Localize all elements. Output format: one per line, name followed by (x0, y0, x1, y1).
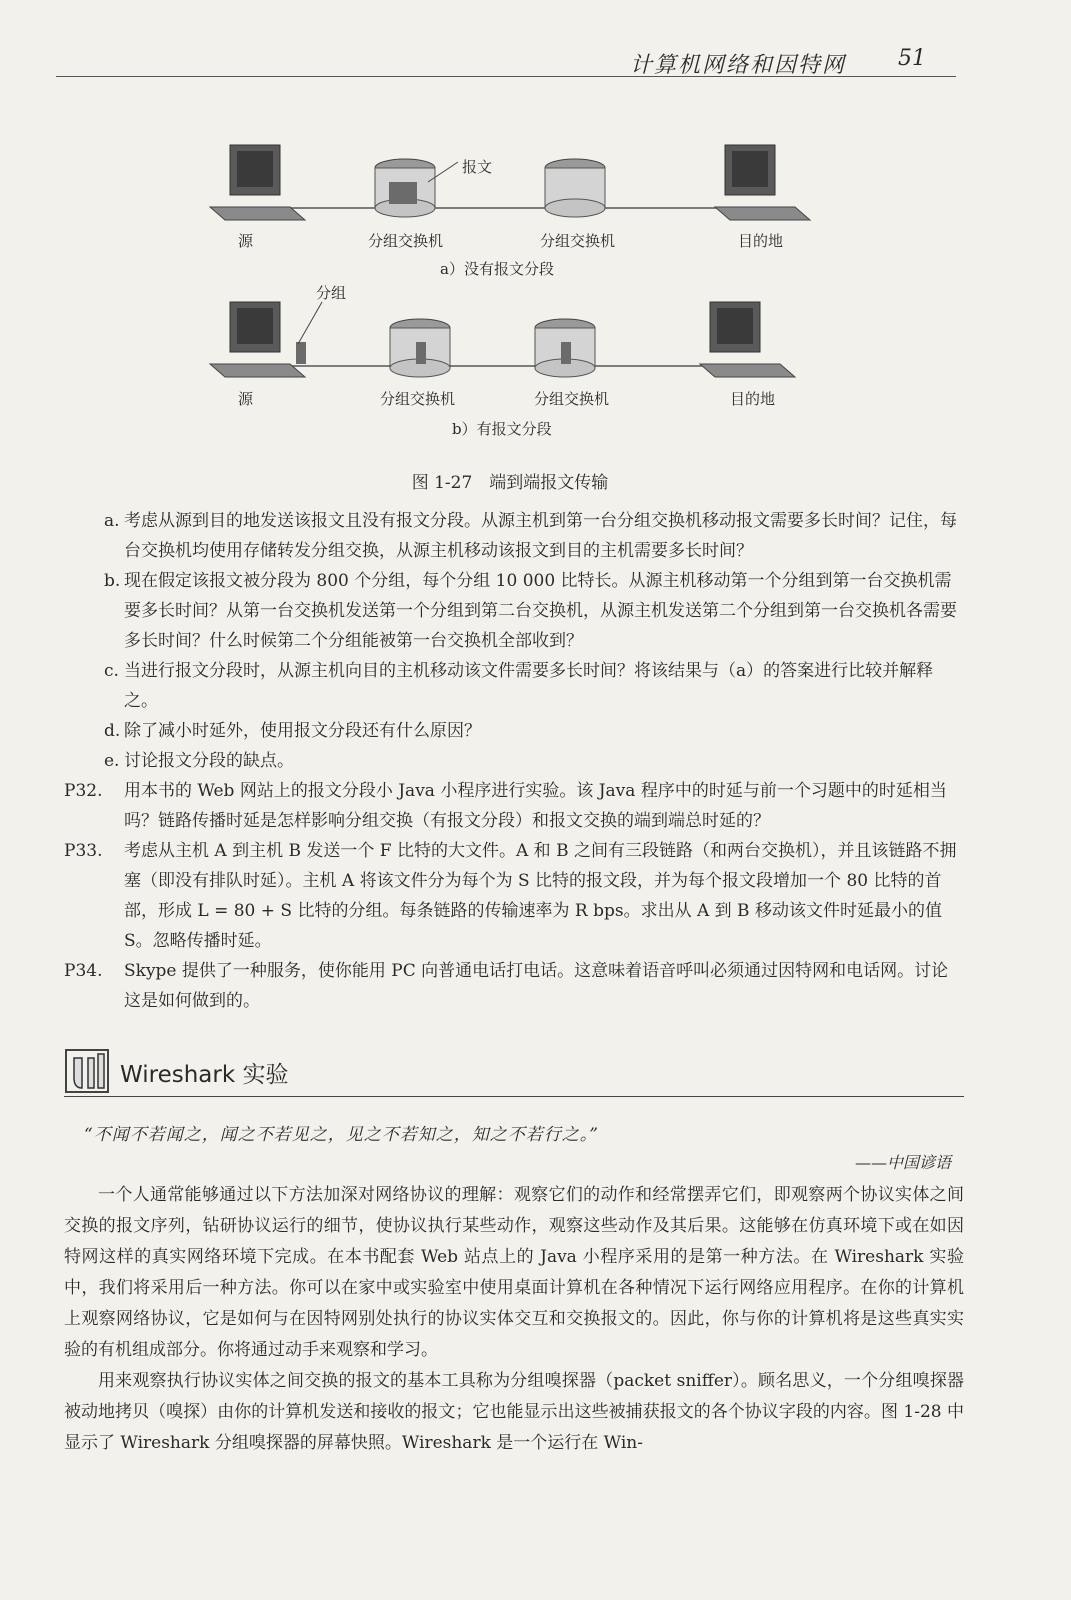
lab-body (64, 1180, 964, 1459)
figure-drawing (200, 130, 820, 460)
packet-switch-icon (375, 159, 435, 217)
problem-item (64, 956, 964, 1016)
list-item (84, 746, 964, 776)
packet-switch-icon (535, 319, 595, 377)
packet-switch-icon (390, 319, 450, 377)
epigraph-attribution: ——中国谚语 (854, 1153, 951, 1172)
item-marker: e. (104, 751, 120, 771)
problem-marker: P34. (64, 961, 103, 981)
lab-section-header (64, 1044, 964, 1097)
source-label: 源 (238, 390, 254, 408)
paragraph: 一个人通常能够通过以下方法加深对网络协议的理解：观察它们的动作和经常摆弄它们，即观察两个协议实体之间交换的报文序列，钻研协议运行的细节，使协议执行某些动作，观察这些动作及其后果。这能够在仿真环境下或在如因特网这样的真实网络环境下完成。在本书配套 Web 站点上的 Java 小程序采用的是第一种方法。在 Wireshark 实验中，我们将采用后一种方法。你可以在家中或实验室中使用桌面计算机在各种情况下运行网络应用程序。在你的计算机上观察网络协议，它是如何与在因特网别处执行的协议实体交互和交换报文的。因此，你与你的计算机将是这些真实实验的有机组成部分。你将通过动手来观察和学习。 (64, 1185, 964, 1360)
item-text: 当进行报文分段时，从源主机向目的主机移动该文件需要多长时间？将该结果与（a）的答案进行比较并解释之。 (124, 661, 934, 711)
list-item (84, 656, 964, 716)
page-header (56, 40, 956, 77)
lab-title: Wireshark 实验 (120, 1062, 289, 1088)
item-marker: d. (104, 721, 121, 741)
destination-label: 目的地 (738, 232, 784, 250)
source-computer-icon (210, 302, 306, 377)
problem-marker: P33. (64, 841, 103, 861)
packet-block (296, 342, 306, 364)
packet-label: 分组 (316, 284, 347, 302)
problem-text: Skype 提供了一种服务，使你能用 PC 向普通电话打电话。这意味着语音呼叫必须通过因特网和电话网。讨论这是如何做到的。 (124, 961, 949, 1011)
list-item (84, 716, 964, 746)
epigraph: “不闻不若闻之，闻之不若见之，见之不若知之，知之不若行之。” (84, 1125, 599, 1145)
lab-flask-icon (64, 1048, 110, 1094)
message-block (389, 182, 417, 204)
destination-computer-icon (700, 302, 795, 377)
item-marker: b. (104, 571, 121, 591)
message-label: 报文 (462, 158, 493, 176)
figure-caption: 图 1-27 端到端报文传输 (411, 473, 609, 493)
subcaption-a: a）没有报文分段 (440, 260, 554, 278)
item-text: 除了减小时延外，使用报文分段还有什么原因？ (124, 721, 481, 741)
source-label: 源 (238, 232, 254, 250)
switch2-label: 分组交换机 (534, 390, 610, 408)
item-text: 考虑从源到目的地发送该报文且没有报文分段。从源主机到第一台分组交换机移动报文需要多长时间？记住，每台交换机均使用存储转发分组交换，从源主机移动该报文到目的主机需要多长时间？ (124, 511, 957, 561)
running-title: 计算机网络和因特网 (629, 53, 846, 78)
paragraph: 用来观察执行协议实体之间交换的报文的基本工具称为分组嗅探器（packet sniffer）。顾名思义，一个分组嗅探器被动地拷贝（嗅探）由你的计算机发送和接收的报文；它也能显示出这些被捕获报文的各个协议字段的内容。图 1-28 中显示了 Wireshark 分组嗅探器的屏幕快照。Wireshark 是一个运行在 Win- (64, 1371, 964, 1453)
item-text: 讨论报文分段的缺点。 (124, 751, 294, 771)
destination-computer-icon (715, 145, 810, 220)
problem-marker: P32. (64, 781, 103, 801)
subcaption-b: b）有报文分段 (452, 420, 552, 438)
source-computer-icon (210, 145, 305, 220)
list-item (84, 566, 964, 656)
problem-text: 考虑从主机 A 到主机 B 发送一个 F 比特的大文件。A 和 B 之间有三段链路（和两台交换机），并且该链路不拥塞（即没有排队时延）。主机 A 将该文件分为每个为 S 比特的报文段，并为每个报文段增加一个 80 比特的首部，形成 L = 80 + S 比特的分组。每条链路的传输速率为 R bps。求出从 A 到 B 移动该文件时延最小的值 S。忽略传播时延。 (124, 841, 957, 951)
figure-1-27 (200, 130, 820, 493)
problem-item (64, 836, 964, 956)
packet-pointer (298, 302, 322, 344)
problem-text: 用本书的 Web 网站上的报文分段小 Java 小程序进行实验。该 Java 程序中的时延与前一个习题中的时延相当吗？链路传播时延是怎样影响分组交换（有报文分段）和报文交换的端到端总时延的？ (124, 781, 947, 831)
switch1-label: 分组交换机 (368, 232, 444, 250)
switch1-label: 分组交换机 (380, 390, 456, 408)
destination-label: 目的地 (730, 390, 776, 408)
problem-list (64, 506, 964, 1016)
page-number: 51 (898, 46, 926, 71)
packet-switch-icon (545, 159, 605, 217)
item-text: 现在假定该报文被分段为 800 个分组，每个分组 10 000 比特长。从源主机移动第一个分组到第一台交换机需要多长时间？从第一台交换机发送第一个分组到第二台交换机，从源主机发送第二个分组到第一台交换机各需要多长时间？什么时候第二个分组能被第一台交换机全部收到？ (124, 571, 957, 651)
switch2-label: 分组交换机 (540, 232, 616, 250)
list-item (84, 506, 964, 566)
item-marker: a. (104, 511, 120, 531)
problem-item (64, 776, 964, 836)
item-marker: c. (104, 661, 119, 681)
